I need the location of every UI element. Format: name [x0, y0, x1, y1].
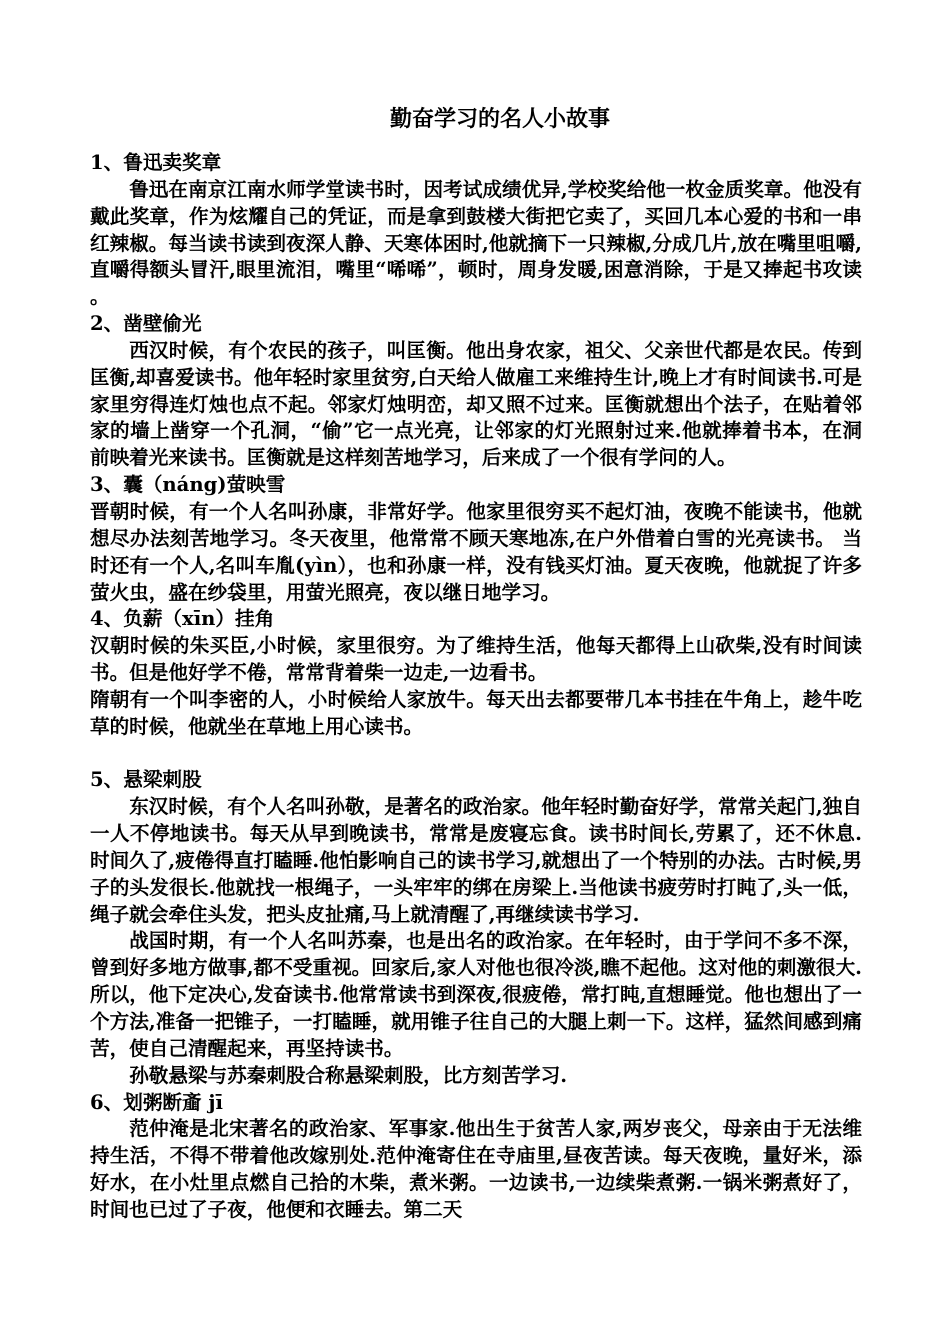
section-paragraph: 孙敬悬梁与苏秦刺股合称悬梁刺股，比方刻苦学习.	[129, 1063, 568, 1087]
section-zao-bi-tou-guang	[90, 311, 862, 472]
section-fu-xin-gua-jiao	[90, 606, 862, 740]
section-heading: 6、划粥断齑 jī	[90, 1090, 223, 1114]
section-hua-zhou-duan-ji	[90, 1090, 862, 1224]
section-paragraph: 汉朝时候的朱买臣,小时候，家里很穷。为了维持生活，他每天都得上山砍柴,没有时间读书。但是他好学不倦，常常背着柴一边走,一边看书。	[90, 634, 862, 685]
section-heading: 2、凿壁偷光	[90, 312, 202, 336]
blank-line	[90, 741, 862, 768]
section-lu-xun	[90, 150, 862, 311]
section-heading: 4、负薪（xīn）挂角	[90, 607, 275, 631]
section-heading: 5、悬梁刺股	[90, 768, 202, 792]
document-page	[90, 104, 862, 1224]
section-paragraph: 战国时期，有一个人名叫苏秦，也是出名的政治家。在年轻时，由于学问不多不深，曾到好多地方做事,都不受重视。回家后,家人对他也很冷淡,瞧不起他。这对他的刺激很大.所以，他下定决心,发奋读书.他常常读书到深夜,很疲倦，常打盹,直想睡觉。他也想出了一个方法,准备一把锥子，一打瞌睡，就用锥子往自己的大腿上刺一下。这样，猛然间感到痛苦，使自己清醒起来，再坚持读书。	[90, 929, 862, 1060]
section-paragraph: 鲁迅在南京江南水师学堂读书时，因考试成绩优异,学校奖给他一枚金质奖章。他没有戴此奖章，作为炫耀自己的凭证，而是拿到鼓楼大街把它卖了，买回几本心爱的书和一串红辣椒。每当读书读到夜深人静、天寒体困时,他就摘下一只辣椒,分成几片,放在嘴里咀嚼,直嚼得额头冒汗,眼里流泪，嘴里“唏唏”，顿时，周身发暖,困意消除，于是又捧起书攻读。	[90, 177, 862, 309]
section-xuan-liang-ci-gu	[90, 767, 862, 1089]
section-heading: 3、囊（náng)萤映雪	[90, 473, 286, 497]
section-paragraph: 西汉时候，有个农民的孩子，叫匡衡。他出身农家，祖父、父亲世代都是农民。传到匡衡,却喜爱读书。他年轻时家里贫穷,白天给人做雇工来维持生计,晚上才有时间读书.可是家里穷得连灯烛也点不起。邻家灯烛明峦，却又照不过来。匡衡就想出个法子，在贴着邻家的墙上凿穿一个孔洞，“偷”它一点光亮，让邻家的灯光照射过来.他就捧着书本，在洞前映着光来读书。匡衡就是这样刻苦地学习，后来成了一个很有学问的人。	[90, 338, 862, 470]
section-heading: 1、鲁迅卖奖章	[90, 151, 222, 174]
document-title: 勤奋学习的名人小故事	[389, 106, 610, 132]
section-paragraph: 东汉时候，有个人名叫孙敬，是著名的政治家。他年轻时勤奋好学，常常关起门,独自一人不停地读书。每天从早到晚读书，常常是废寝忘食。读书时间长,劳累了，还不休息.时间久了,疲倦得直打瞌睡.他怕影响自己的读书学习,就想出了一个特别的办法。古时候,男子的头发很长.他就找一根绳子，一头牢牢的绑在房梁上.当他读书疲劳时打盹了,头一低，绳子就会牵住头发，把头皮扯痛,马上就清醒了,再继续读书学习.	[90, 795, 862, 926]
section-paragraph: 范仲淹是北宋著名的政治家、军事家.他出生于贫苦人家,两岁丧父，母亲由于无法维持生活，不得不带着他改嫁别处.范仲淹寄住在寺庙里,昼夜苦读。每天夜晚，量好米，添好水，在小灶里点燃自己拾的木柴，煮米粥。一边读书,一边续柴煮粥.一锅米粥煮好了，时间也已过了子夜，他便和衣睡去。第二天	[90, 1117, 862, 1221]
section-paragraph: 隋朝有一个叫李密的人，小时候给人家放牛。每天出去都要带几本书挂在牛角上，趁牛吃草的时候，他就坐在草地上用心读书。	[90, 687, 862, 738]
section-paragraph: 晋朝时候，有一个人名叫孙康，非常好学。他家里很穷买不起灯油，夜晚不能读书，他就想尽办法刻苦地学习。冬天夜里，他常常不顾天寒地冻,在户外借着白雪的光亮读书。 当时还有一个人,名叫车胤(yìn），也和孙康一样，没有钱买灯油。夏天夜晚，他就捉了许多萤火虫，盛在纱袋里，用萤光照亮，夜以继日地学习。	[90, 499, 862, 604]
section-nang-ying-ying-xue	[90, 472, 862, 606]
